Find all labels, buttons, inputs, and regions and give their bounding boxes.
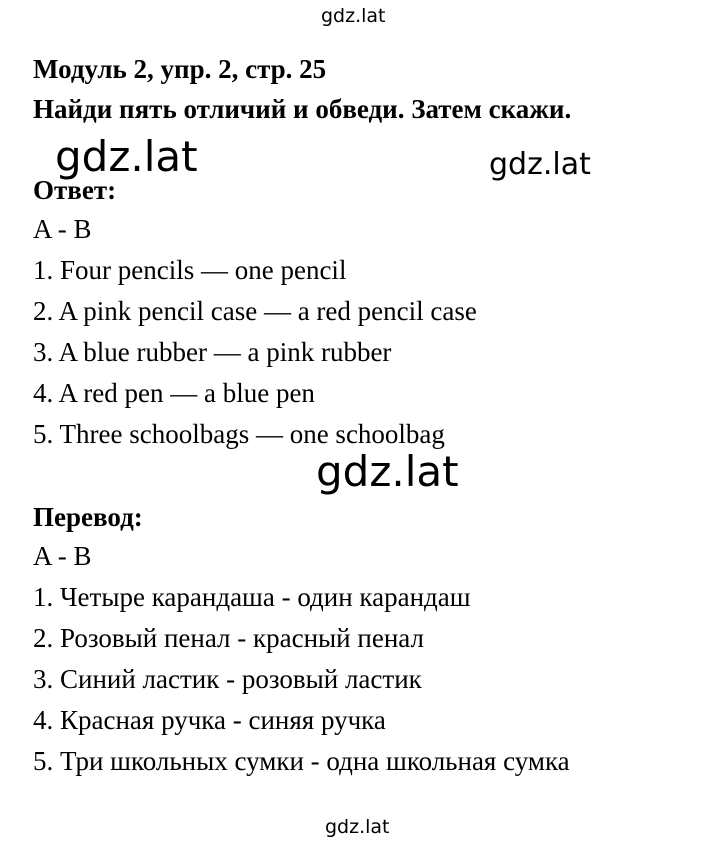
answer-heading: Ответ:: [33, 175, 117, 205]
task-heading: Найди пять отличий и обведи. Затем скажи.: [33, 94, 572, 124]
answer-item-4: 4. A red pen — a blue pen: [33, 378, 315, 408]
translation-item-5: 5. Три школьных сумки - одна школьная сумка: [33, 746, 570, 776]
translation-subheading: A - B: [33, 541, 92, 571]
answer-subheading: A - B: [33, 214, 92, 244]
translation-item-4: 4. Красная ручка - синяя ручка: [33, 705, 386, 735]
watermark-large-left: gdz.lat: [55, 132, 198, 181]
watermark-large-right: gdz.lat: [489, 147, 591, 182]
translation-item-1: 1. Четыре карандаша - один карандаш: [33, 582, 471, 612]
answer-item-2: 2. A pink pencil case — a red pencil case: [33, 296, 477, 326]
translation-heading: Перевод:: [33, 502, 143, 532]
translation-item-3: 3. Синий ластик - розовый ластик: [33, 664, 422, 694]
translation-item-2: 2. Розовый пенал - красный пенал: [33, 623, 424, 653]
module-heading: Модуль 2, упр. 2, стр. 25: [33, 54, 327, 84]
answer-item-3: 3. A blue rubber — a pink rubber: [33, 337, 392, 367]
answer-item-5: 5. Three schoolbags — one schoolbag: [33, 419, 445, 449]
watermark-top: gdz.lat: [321, 5, 386, 27]
watermark-large-middle: gdz.lat: [316, 447, 459, 496]
watermark-bottom: gdz.lat: [325, 816, 390, 838]
answer-item-1: 1. Four pencils — one pencil: [33, 255, 347, 285]
